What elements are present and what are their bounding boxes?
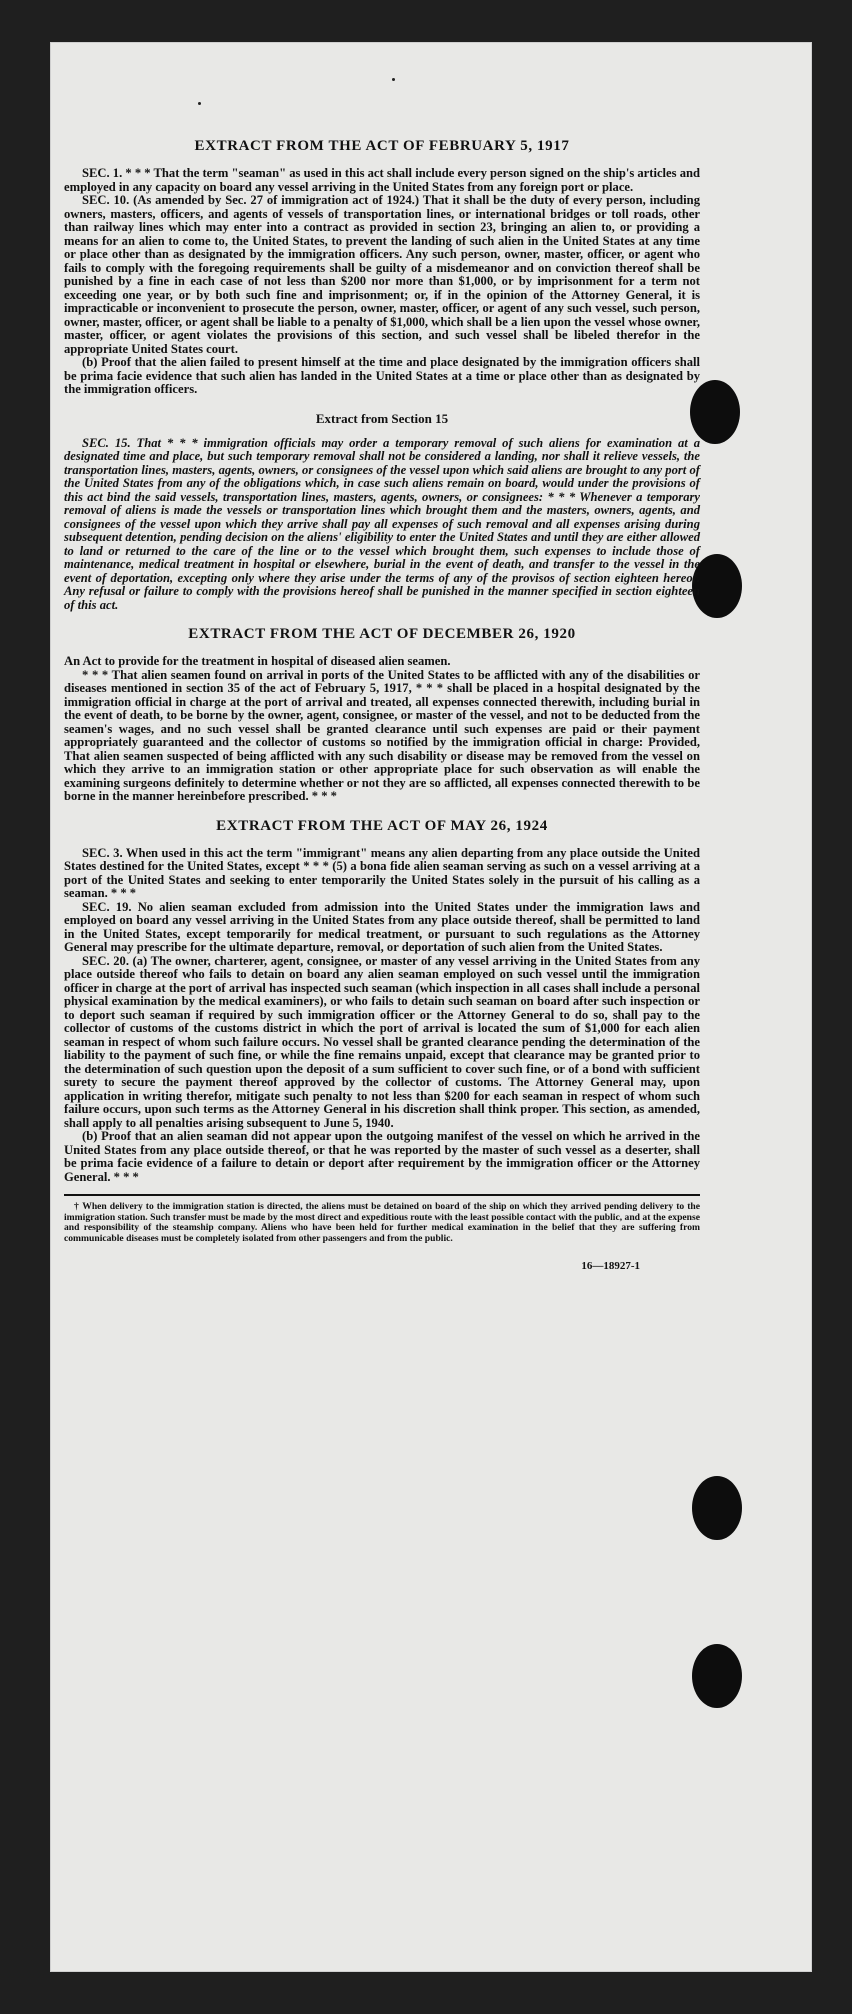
document-body [64,138,700,1272]
form-code: 16—18927-1 [581,1260,640,1273]
section-3: SEC. 3. When used in this act the term "immigrant" means any alien departing from any place outside the United States destined for the United States, except * * * (5) a bona fide alien seaman serving as such on a vessel arriving at a port of the United States and seeking to enter temporarily the United States solely in the pursuit of his calling as a seaman. * * * [64,845,700,900]
heading-act-1920: EXTRACT FROM THE ACT OF DECEMBER 26, 1920 [188,626,576,642]
footnote-divider [64,1194,700,1196]
section-15: SEC. 15. That * * * immigration officials may order a temporary removal of such aliens for examination at a designated time and place, but such temporary removal shall not be considered a landing, nor shall it relieve vessels, the transportation lines, masters, agents, owners, or consignees of the vessel upon which said aliens are brought to any port of the United States from any of the obligations which, in case such aliens remain on board, would under the provisions of this act bind the said vessels, transportation lines, masters, agents, owners, or consignees: * * * Whenever a temporary removal of aliens is made the vessels or transportation lines which brought them and the masters, owners, agents, and consignees of the vessel upon which they arrive shall pay all expenses of such removal and all expenses arising during subsequent detention, pending decision on the aliens' eligibility to enter the United States and until they are either allowed to land or returned to the care of the line or to the vessel which brought them, such expenses to include those of maintenance, medical treatment in hospital or elsewhere, burial in the event of death, and transfer to the vessel in the event of deportation, excepting only where they arise under the terms of any of the provisos of section eighteen hereof. Any refusal or failure to comply with the provisions hereof shall be punished in the manner specified in section eighteen of this act. [64,435,700,612]
section-10: SEC. 10. (As amended by Sec. 27 of immigration act of 1924.) That it shall be the duty of every person, including owners, masters, officers, and agents of vessels of transportation lines, or international bridges or toll roads, other than railway lines which may enter into a contract as provided in section 23, bringing an alien to, or providing a means for an alien to come to, the United States, to prevent the landing of such alien in the United States at any time or place other than as designated by the immigration officers. Any such person, owner, master, officer, or agent who fails to comply with the foregoing requirements shall be guilty of a misdemeanor and on conviction thereof shall be punished by a fine in each case of not less than $200 nor more than $1,000, or by imprisonment for a term not exceeding one year, or by both such fine and imprisonment; or, if in the opinion of the Attorney General, it is impracticable or inconvenient to prosecute the person, owner, master, officer, or agent of any such vessel, such person, owner, master, officer, or agent shall be liable to a penalty of $1,000, which shall be a lien upon the vessel whose owner, master, officer, or agent violates the provisions of this section, and such vessel shall be libeled therefor in the appropriate United States court. [64,193,700,356]
heading-act-1924: EXTRACT FROM THE ACT OF MAY 26, 1924 [216,817,548,834]
punch-hole [692,1476,742,1540]
heading-section-15: Extract from Section 15 [315,410,449,426]
section-1: SEC. 1. * * * That the term "seaman" as used in this act shall include every person signed on the ship's articles and employed in any capacity on board any vessel arriving in the United States from any foreign port or place. [64,166,700,194]
act-1920-title: An Act to provide for the treatment in hospital of diseased alien seamen. [64,654,451,668]
footnote: † When delivery to the immigration station is directed, the aliens must be detained on board of the ship on which they arrived pending delivery to the immigration station. Such transfer must be made by the most direct and expeditious route with the least possible contact with the public, and at the expense and responsibility of the steamship company. Aliens who have been held for further medical examination in the belief that they are suffering from communicable diseases must be completely isolated from other passengers and from the public. [64,1201,700,1244]
section-20-a: SEC. 20. (a) The owner, charterer, agent, consignee, or master of any vessel arriving in the United States from any place outside thereof who fails to detain on board any alien seaman employed on such vessel until the immigration officer in charge at the port of arrival has inspected such seaman (which inspection in all cases shall include a personal physical examination by the medical examiners), or who fails to detain such seaman on board after such inspection or to deport such seaman if required by such immigration officer or the Attorney General to do so, shall pay to the collector of customs of the customs district in which the port of arrival is located the sum of $1,000 for each alien seaman in respect of whom such failure occurs. No vessel shall be granted clearance pending the determination of the liability to the payment of such fine, or while the fine remains unpaid, except that clearance may be granted prior to the determination of such question upon the deposit of a sum sufficient to cover such fine, or of a bond with sufficient surety to secure the payment thereof approved by the collector of customs. The Attorney General may, upon application in writing therefor, mitigate such penalty to not less than $200 for each seaman in respect of whom such failure occurs, upon such terms as the Attorney General in his discretion shall think proper. This section, as amended, shall apply to all penalties arising subsequent to June 5, 1940. [64,953,700,1130]
speck [198,102,201,105]
section-10-b: (b) Proof that the alien failed to present himself at the time and place designated by the immigration officers shall be prima facie evidence that such alien has landed in the United States at a time or place other than as designated by the immigration officers. [64,355,700,396]
speck [392,78,395,81]
act-1920-text: * * * That alien seamen found on arrival in ports of the United States to be afflicted with any of the disabilities or diseases mentioned in section 35 of the act of February 5, 1917, * * * shall be placed in a hospital designated by the immigration official in charge at the port of arrival and treated, all expenses connected therewith, including burial in the event of death, to be borne by the owner, agent, consignee, or master of the vessel, and not to be deducted from the seamen's wages, and no such vessel shall be granted clearance until such expenses are paid or their payment appropriately guaranteed and the collector of customs so notified by the immigration official in charge: Provided, That alien seamen suspected of being afflicted with any such disability or disease may be removed from the vessel on which they arrive to an immigration station or other appropriate place for such observation as will enable the examining surgeons definitely to determine whether or not they are so afflicted, all expenses connected therewith to be borne in the manner hereinbefore prescribed. * * * [64,667,700,803]
heading-act-1917: EXTRACT FROM THE ACT OF FEBRUARY 5, 1917 [194,138,570,154]
section-20-b: (b) Proof that an alien seaman did not appear upon the outgoing manifest of the vessel on which he arrived in the United States from any place outside thereof, or that he was reported by the master of such vessel as a deserter, shall be prima facie evidence of a failure to detain or deport after requirement by the immigration officer or the Attorney General. * * * [64,1129,700,1184]
punch-hole [692,1644,742,1708]
section-19: SEC. 19. No alien seaman excluded from admission into the United States under the immigration laws and employed on board any vessel arriving in the United States from any place outside thereof, shall be permitted to land in the United States, except temporarily for medical treatment, or pursuant to such regulations as the Attorney General may prescribe for the ultimate departure, removal, or deportation of such alien from the United States. [64,899,700,954]
